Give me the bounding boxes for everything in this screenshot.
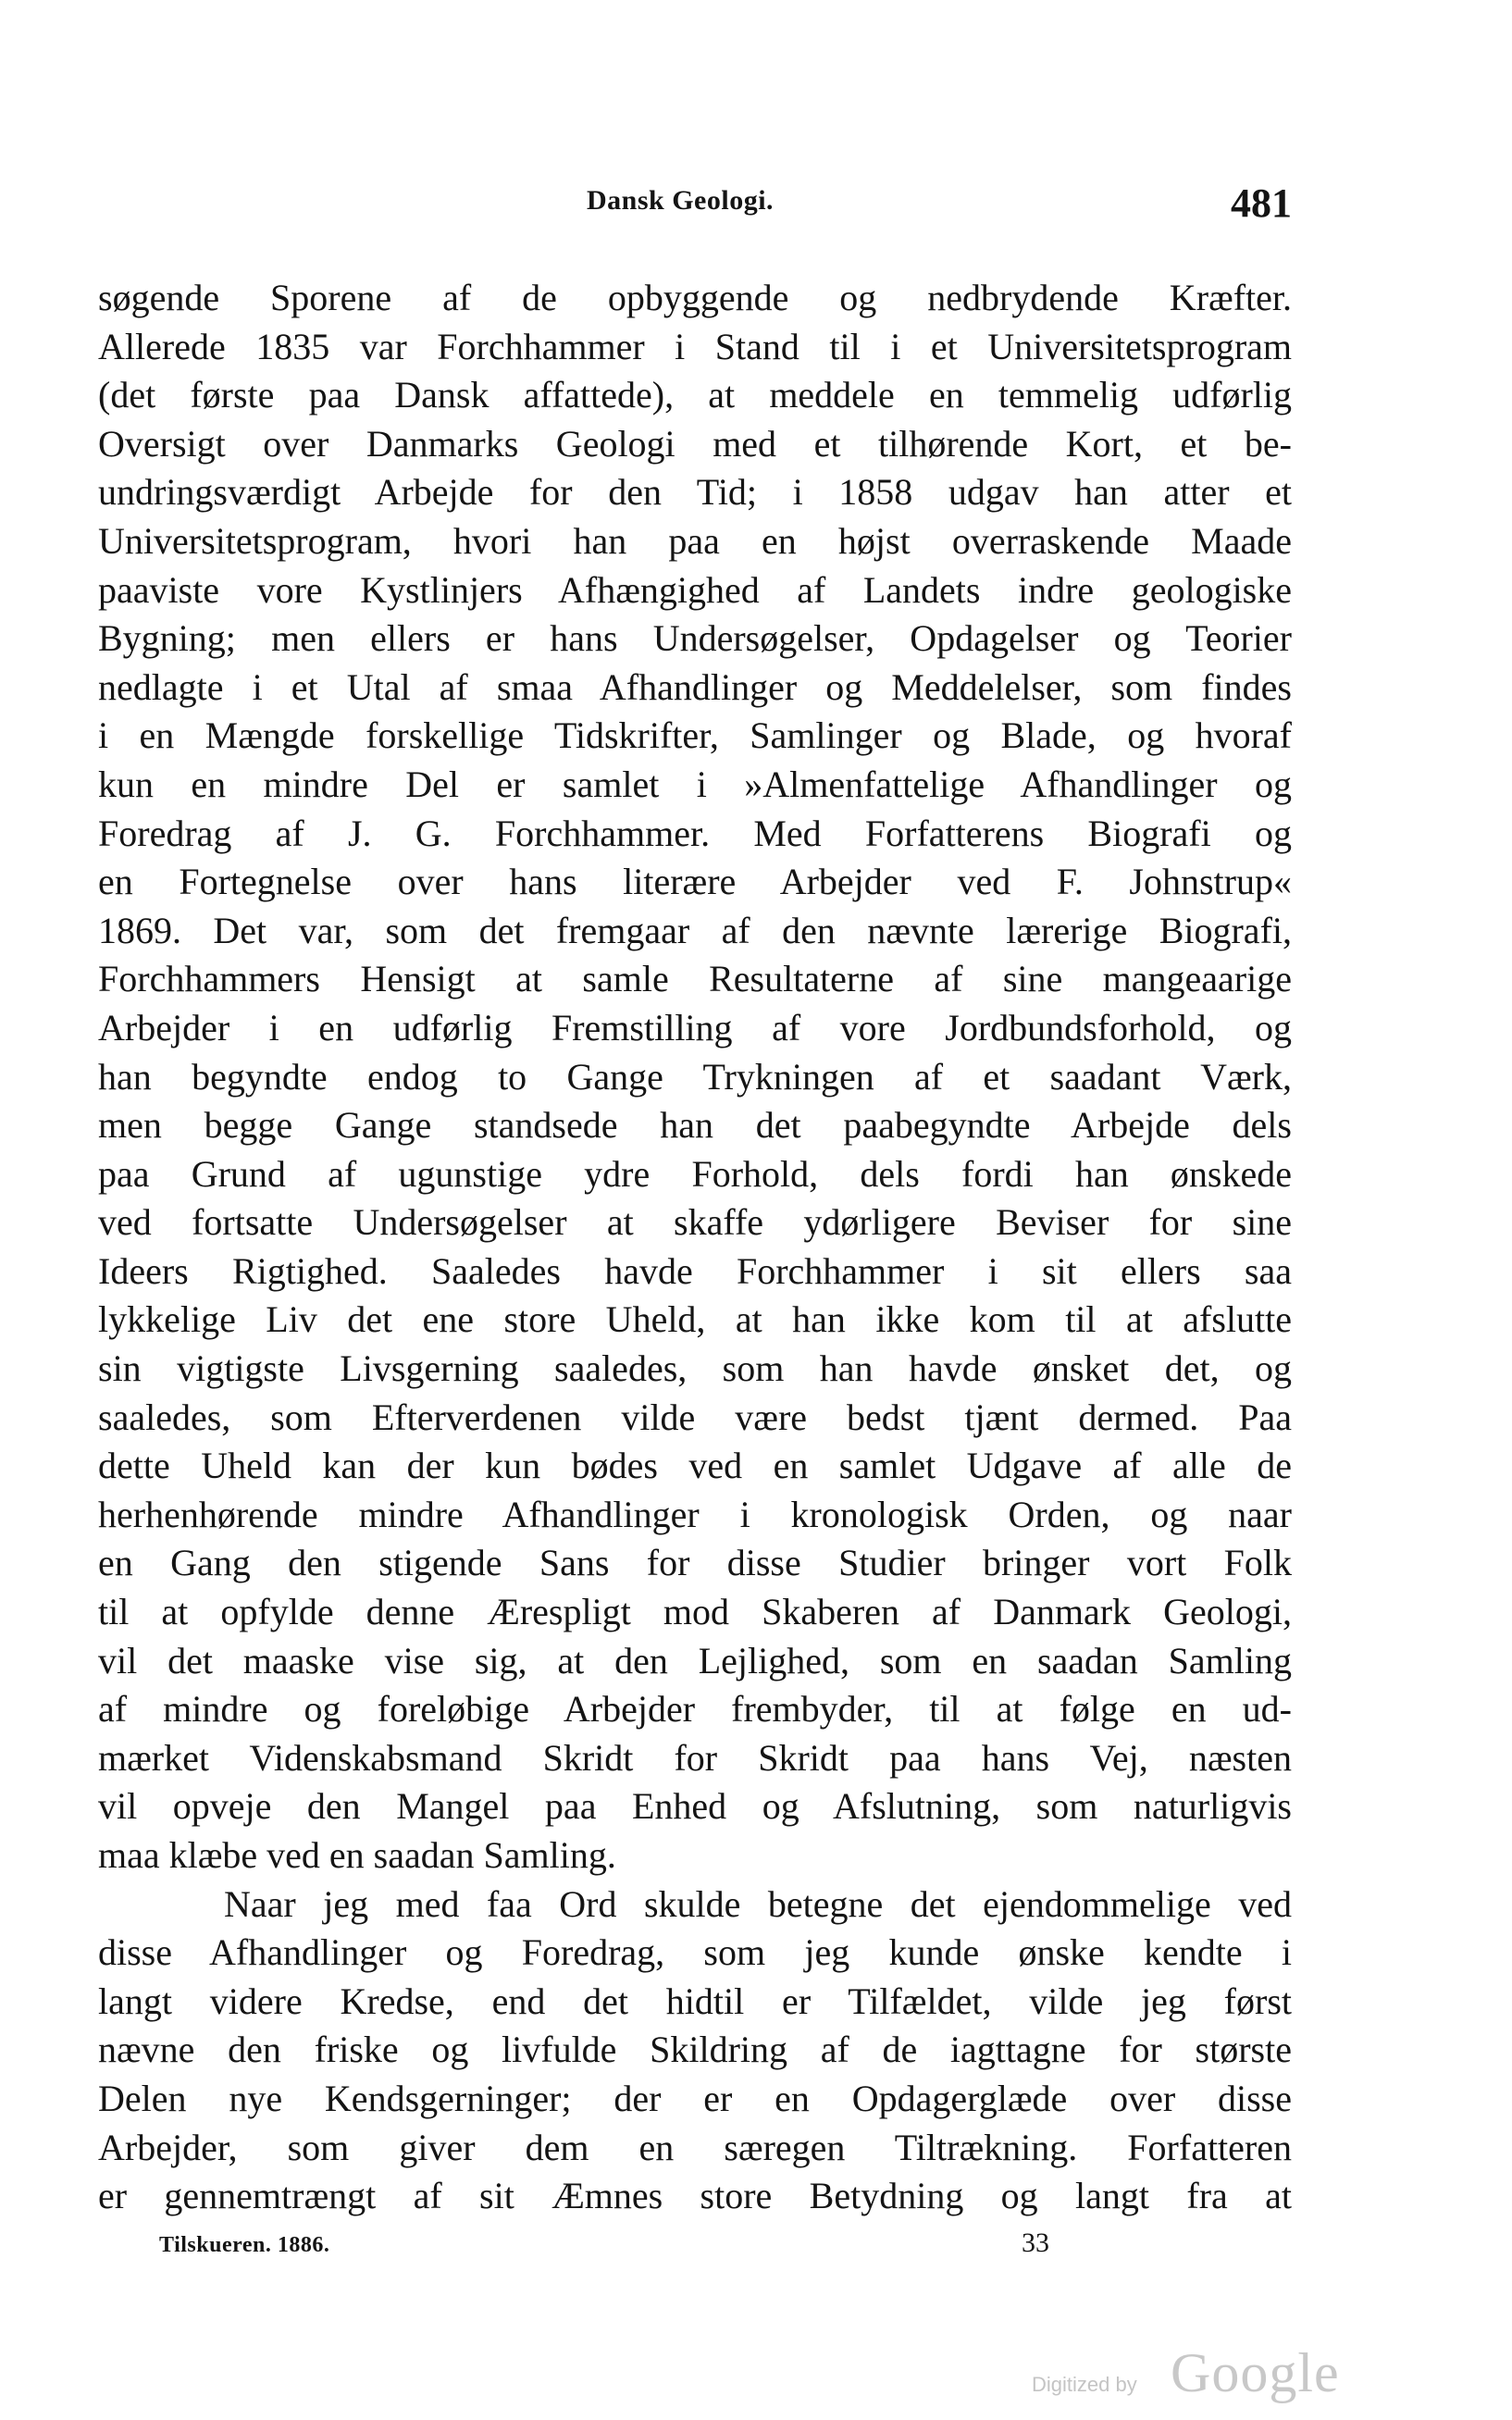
page-footer <box>159 2228 1131 2270</box>
google-logo: Google <box>1171 2342 1340 2403</box>
text-line: Oversigt over Danmarks Geologi med et tilhørende Kort, et be- <box>98 422 1292 465</box>
running-head <box>98 180 1292 241</box>
paragraph-start-line: Naar jeg med faa Ord skulde betegne det ejendommelige ved <box>224 1882 1292 1925</box>
text-line: langt videre Kredse, end det hidtil er Tilfældet, vilde jeg først <box>98 1979 1292 2022</box>
text-line: paaviste vore Kystlinjers Afhængighed af Landets indre geologiske <box>98 568 1292 611</box>
text-line: disse Afhandlinger og Foredrag, som jeg kunde ønske kendte i <box>98 1931 1292 1974</box>
text-line: herhenhørende mindre Afhandlinger i kronologisk Orden, og naar <box>98 1493 1292 1535</box>
text-line: nedlagte i et Utal af smaa Afhandlinger og Meddelelser, som findes <box>98 665 1292 708</box>
text-line: en Fortegnelse over hans literære Arbejder ved F. Johnstrup« <box>98 861 1292 903</box>
journal-footer: Tilskueren. 1886. <box>159 2233 330 2257</box>
running-head-title: Dansk Geologi. <box>587 185 775 216</box>
text-line: er gennemtrængt af sit Æmnes store Betydning og langt fra at <box>98 2175 1292 2217</box>
google-watermark <box>1032 2341 1383 2406</box>
text-line: mærket Videnskabsmand Skridt for Skridt paa hans Vej, næsten <box>98 1736 1292 1779</box>
text-line: Allerede 1835 var Forchhammer i Stand til i et Universitetsprogram <box>98 325 1292 367</box>
text-line: undringsværdigt Arbejde for den Tid; i 1858 udgav han atter et <box>98 471 1292 514</box>
text-line: Ideers Rigtighed. Saaledes havde Forchhammer i sit ellers saa <box>98 1249 1292 1292</box>
text-line: kun en mindre Del er samlet i »Almenfattelige Afhandlinger og <box>98 763 1292 805</box>
text-line: i en Mængde forskellige Tidskrifter, Samlinger og Blade, og hvoraf <box>98 714 1292 757</box>
paragraph-end-line: maa klæbe ved en saadan Samling. <box>98 1834 616 1876</box>
text-line: Foredrag af J. G. Forchhammer. Med Forfatterens Biografi og <box>98 812 1292 854</box>
text-line: Universitetsprogram, hvori han paa en højst overraskende Maade <box>98 519 1292 562</box>
text-line: vil opveje den Mangel paa Enhed og Afslutning, som naturligvis <box>98 1785 1292 1828</box>
text-line: (det første paa Dansk affattede), at meddele en temmelig udførlig <box>98 374 1292 416</box>
text-line: sin vigtigste Livsgerning saaledes, som han havde ønsket det, og <box>98 1347 1292 1390</box>
text-line: Delen nye Kendsgerninger; der er en Opdagerglæde over disse <box>98 2077 1292 2119</box>
text-line: Arbejder, som giver dem en særegen Tiltrækning. Forfatteren <box>98 2126 1292 2168</box>
text-line: til at opfylde denne Ærespligt mod Skaberen af Danmark Geologi, <box>98 1591 1292 1633</box>
text-line: nævne den friske og livfulde Skildring af de iagttagne for største <box>98 2029 1292 2071</box>
text-line: saaledes, som Efterverdenen vilde være bedst tjænt dermed. Paa <box>98 1396 1292 1438</box>
text-line: Bygning; men ellers er hans Undersøgelser, Opdagelser og Teorier <box>98 617 1292 660</box>
text-line: en Gang den stigende Sans for disse Studier bringer vort Folk <box>98 1542 1292 1584</box>
body-text <box>98 274 1292 2221</box>
text-line: dette Uheld kan der kun bødes ved en samlet Udgave af alle de <box>98 1445 1292 1487</box>
signature-mark: 33 <box>1022 2228 1049 2258</box>
text-line: af mindre og foreløbige Arbejder frembyder, til at følge en ud- <box>98 1688 1292 1731</box>
watermark-digitized-text: Digitized by <box>1032 2373 1137 2396</box>
text-line: Forchhammers Hensigt at samle Resultaterne af sine mangeaarige <box>98 958 1292 1000</box>
text-line: han begyndte endog to Gange Trykningen af et saadant Værk, <box>98 1055 1292 1098</box>
text-line: Arbejder i en udførlig Fremstilling af vore Jordbundsforhold, og <box>98 1006 1292 1049</box>
text-line: men begge Gange standsede han det paabegyndte Arbejde dels <box>98 1104 1292 1147</box>
text-line: vil det maaske vise sig, at den Lejlighed, som en saadan Samling <box>98 1639 1292 1682</box>
text-line: søgende Sporene af de opbyggende og nedbrydende Kræfter. <box>98 277 1292 318</box>
text-line: 1869. Det var, som det fremgaar af den nævnte lærerige Biografi, <box>98 909 1292 951</box>
text-line: paa Grund af ugunstige ydre Forhold, dels fordi han ønskede <box>98 1152 1292 1195</box>
text-line: lykkelige Liv det ene store Uheld, at han ikke kom til at afslutte <box>98 1298 1292 1341</box>
text-line: ved fortsatte Undersøgelser at skaffe ydørligere Beviser for sine <box>98 1201 1292 1244</box>
page-number: 481 <box>1231 180 1292 226</box>
